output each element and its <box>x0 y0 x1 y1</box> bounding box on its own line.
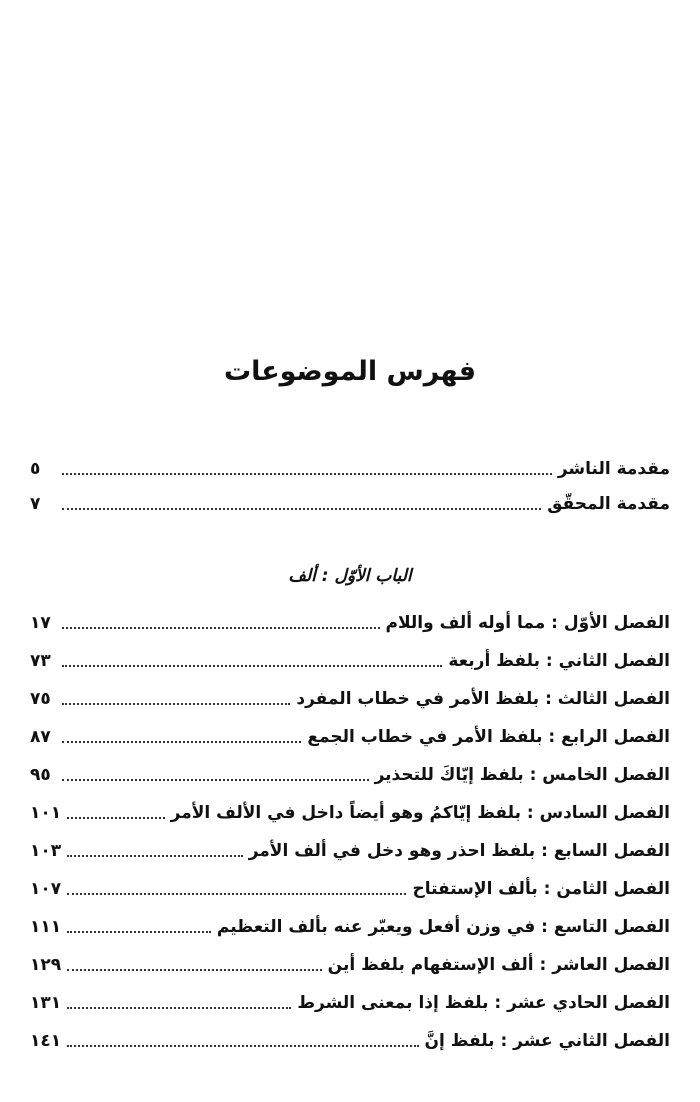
toc-entry <box>30 1022 670 1052</box>
toc-entry <box>30 946 670 976</box>
toc-entry <box>30 450 670 480</box>
toc-entry-title: الفصل الثاني عشر : بلفظ إنَّ <box>424 1031 670 1051</box>
toc-entry-page: ١٠٣ <box>30 841 62 861</box>
toc-entry-title: الفصل الرابع : بلفظ الأمر في خطاب الجمع <box>307 727 670 747</box>
toc-entry <box>30 984 670 1014</box>
dot-leader <box>67 1045 418 1047</box>
toc-entry-page: ١١١ <box>30 917 62 937</box>
dot-leader <box>62 508 541 510</box>
toc-entry-title: الفصل الثاني : بلفظ أربعة <box>448 651 670 671</box>
dot-leader <box>62 703 290 705</box>
toc-entry <box>30 642 670 672</box>
toc-entry-title: الفصل الخامس : بلفظ إيّاكَ للتحذير <box>374 765 670 785</box>
toc-entry-page: ١٤١ <box>30 1031 62 1051</box>
dot-leader <box>62 627 380 629</box>
dot-leader <box>62 779 369 781</box>
toc-entry-title: الفصل السادس : بلفظ إيّاكمُ وهو أيضاً داخل في الألف الأمر <box>170 803 670 823</box>
toc-entry-page: ١٢٩ <box>30 955 62 975</box>
toc-entry-title: الفصل الأوّل : مما أوله ألف واللام <box>385 613 670 633</box>
toc-entry <box>30 680 670 710</box>
dot-leader <box>62 741 301 743</box>
toc-entry-title: الفصل التاسع : في وزن أفعل ويعبّر عنه بألف التعظيم <box>216 917 670 937</box>
toc-entry <box>30 756 670 786</box>
dot-leader <box>62 665 442 667</box>
page-title: فهرس الموضوعات <box>223 356 477 387</box>
toc-entry <box>30 604 670 634</box>
toc-entry <box>30 485 670 515</box>
toc-entry-page: ١٣١ <box>30 993 62 1013</box>
toc-entry <box>30 832 670 862</box>
toc-entry <box>30 908 670 938</box>
section-heading: الباب الأوّل : ألف <box>288 566 412 586</box>
toc-entry-title: الفصل العاشر : ألف الإستفهام بلفظ أين <box>327 955 670 975</box>
dot-leader <box>67 969 322 971</box>
dot-leader <box>67 1007 291 1009</box>
toc-entry-page: ٩٥ <box>30 765 51 785</box>
toc-entry-page: ١٠٧ <box>30 879 62 899</box>
dot-leader <box>67 893 406 895</box>
dot-leader <box>67 931 211 933</box>
toc-entry <box>30 718 670 748</box>
toc-entry-page: ٨٧ <box>30 727 51 747</box>
toc-entry-title: الفصل الثامن : بألف الإستفتاح <box>412 879 670 899</box>
toc-entry-page: ٧ <box>30 494 41 514</box>
toc-entry-title: الفصل الثالث : بلفظ الأمر في خطاب المفرد <box>296 689 670 709</box>
toc-entry-title: مقدمة المحقّق <box>547 494 670 514</box>
dot-leader <box>62 473 552 475</box>
toc-entry-page: ٧٣ <box>30 651 51 671</box>
toc-entry <box>30 794 670 824</box>
toc-entry-page: ١٠١ <box>30 803 62 823</box>
toc-entry-page: ٥ <box>30 459 41 479</box>
dot-leader <box>67 855 243 857</box>
toc-entry-title: الفصل السابع : بلفظ احذر وهو دخل في ألف الأمر <box>248 841 670 861</box>
toc-entry-title: الفصل الحادي عشر : بلفظ إذا بمعنى الشرط <box>297 993 670 1013</box>
dot-leader <box>67 817 164 819</box>
toc-entry-page: ٧٥ <box>30 689 51 709</box>
toc-entry-page: ١٧ <box>30 613 51 633</box>
toc-entry-title: مقدمة الناشر <box>557 459 670 479</box>
toc-entry <box>30 870 670 900</box>
